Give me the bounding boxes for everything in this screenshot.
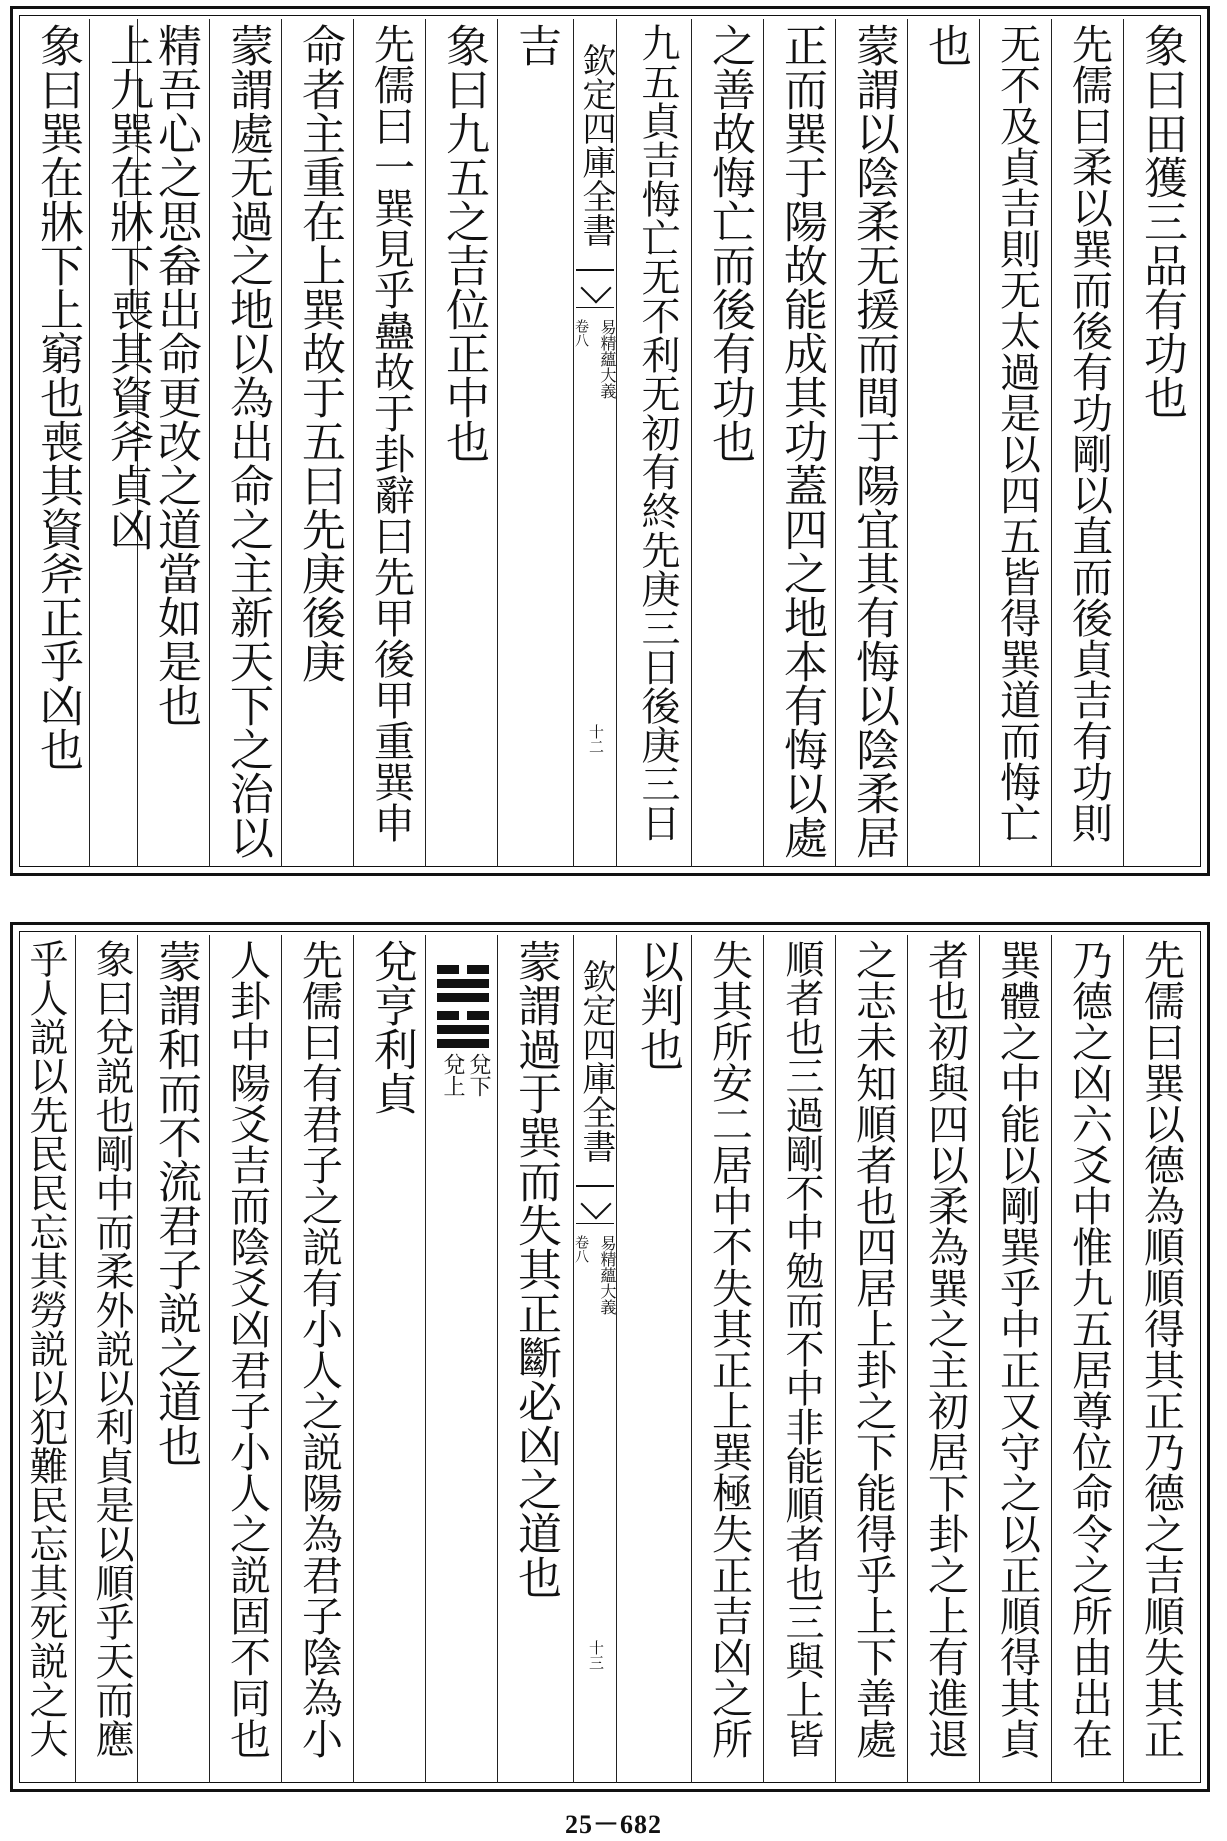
column-rule: [835, 19, 836, 867]
column-rule: [907, 935, 908, 1783]
folio-number: 十三: [587, 1640, 605, 1670]
bottom-page: [10, 922, 1210, 1792]
text-column: 先儒曰一巽見乎蠱故于卦辭曰先甲後甲重巽申: [367, 23, 415, 843]
fishtail-ornament-icon: [576, 269, 614, 308]
text-column: 先儒曰巽以德為順順得其正乃德之吉順失其正: [1137, 939, 1185, 1759]
text-column: 人卦中陽爻吉而陰爻凶君子小人之説固不同也: [223, 939, 271, 1759]
band-title: 欽定四庫全書: [576, 43, 616, 247]
column-rule: [209, 935, 210, 1783]
text-column: 蒙謂以陰柔无援而間于陽宜其有悔以陰柔居: [848, 23, 899, 859]
trigram-upper: 兌上: [440, 1053, 465, 1097]
text-column: 以判也: [632, 939, 683, 1071]
column-rule: [89, 19, 90, 867]
column-rule: [281, 19, 282, 867]
column-rule: [425, 19, 426, 867]
column-rule: [979, 19, 980, 867]
text-column: 命者主重在上巽故于五曰先庚後庚: [294, 23, 345, 683]
fishtail-ornament-icon: [576, 1185, 614, 1224]
column-rule: [281, 935, 282, 1783]
text-column: 象曰兌説也剛中而柔外説以利貞是以順乎天而應: [89, 939, 134, 1758]
column-rule: [1051, 935, 1052, 1783]
dui-hexagram-icon: [437, 965, 489, 1047]
column-rule: [1123, 19, 1124, 867]
column-rule: [691, 19, 692, 867]
text-column: 蒙謂和而不流君子説之道也: [150, 939, 201, 1467]
text-column: 上九巽在牀下喪其資斧貞凶: [102, 23, 153, 551]
text-column: 巽體之中能以剛巽乎中正又守之以正順得其貞: [993, 939, 1041, 1759]
column-rule: [353, 935, 354, 1783]
band-title: 欽定四庫全書: [576, 959, 616, 1163]
top-page: [10, 6, 1210, 876]
column-rule: [353, 19, 354, 867]
text-column: 先儒曰柔以巽而後有功剛以直而後貞吉有功則: [1065, 23, 1113, 843]
text-column: 之志未知順者也四居上卦之下能得乎上下善處: [849, 939, 897, 1759]
band-volume: 卷八: [573, 319, 589, 347]
text-column: 乃德之凶六爻中惟九五居尊位命令之所由出在: [1065, 939, 1113, 1759]
text-column: 吉: [510, 23, 561, 67]
text-column: 象曰九五之吉位正中也: [438, 23, 489, 463]
text-column: 蒙謂過于巽而失其正斷必凶之道也: [510, 939, 561, 1599]
text-column: 者也初與四以柔為巽之主初居下卦之上有進退: [921, 939, 969, 1759]
text-column: 象曰田獲三品有功也: [1136, 23, 1187, 419]
text-column: 蒙謂處无過之地以為出命之主新天下之治以: [222, 23, 273, 859]
text-column: 九五貞吉悔亡无不利无初有終先庚三日後庚三日: [635, 23, 680, 842]
column-rule: [1051, 19, 1052, 867]
band-volume: 卷八: [573, 1235, 589, 1263]
trigram-lower: 兌下: [466, 1053, 491, 1097]
band-book-title: 易精蘊大義: [598, 319, 617, 399]
column-rule: [209, 19, 210, 867]
column-rule: [425, 935, 426, 1783]
column-rule: [497, 935, 498, 1783]
text-column: 乎人説以先民民忘其勞説以犯難民忘其死説之大: [23, 939, 68, 1758]
column-rule: [979, 935, 980, 1783]
column-rule: [497, 19, 498, 867]
text-column: 也: [920, 23, 971, 67]
text-column: 正而巽于陽故能成其功蓋四之地本有悔以處: [776, 23, 827, 859]
text-column: 之善故悔亡而後有功也: [704, 23, 755, 463]
text-column: 无不及貞吉則无太過是以四五皆得巽道而悔亡: [993, 23, 1041, 843]
band-book-title: 易精蘊大義: [598, 1235, 617, 1315]
center-band: [573, 935, 617, 1783]
text-column: 失其所安二居中不失其正上巽極失正吉凶之所: [705, 939, 753, 1759]
column-rule: [691, 935, 692, 1783]
column-rule: [835, 935, 836, 1783]
column-rule: [907, 19, 908, 867]
page-number: 25－682: [564, 1810, 662, 1839]
center-band: [573, 19, 617, 867]
folio-number: 十二: [587, 724, 605, 754]
text-column: 先儒曰有君子之説有小人之説陽為君子陰為小: [295, 939, 343, 1759]
column-rule: [763, 19, 764, 867]
column-rule: [763, 935, 764, 1783]
text-column: 象曰巽在牀下上窮也喪其資斧正乎凶也: [32, 23, 83, 771]
text-column: 精吾心之思畚出命更改之道當如是也: [150, 23, 201, 727]
text-column: 兌亨利貞: [366, 939, 417, 1115]
column-rule: [1123, 935, 1124, 1783]
trigram-note: [431, 1053, 491, 1113]
text-column: 順者也三過剛不中勉而不中非能順者也三與上皆: [779, 939, 824, 1758]
